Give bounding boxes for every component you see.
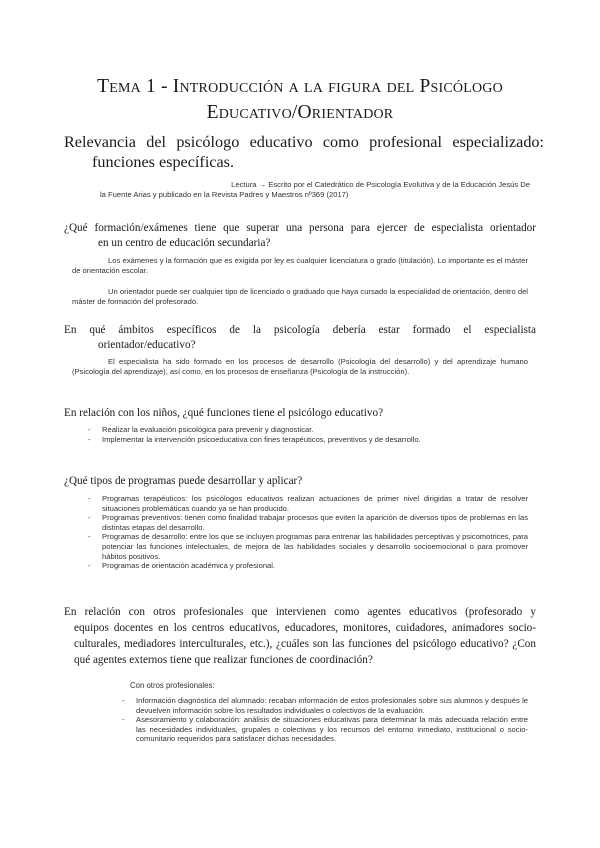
question-1 [64,221,536,251]
answer-5-list [122,696,528,744]
question-4-line: ¿Qué tipos de programas puede desarrollar y aplicar? [64,475,303,487]
list-item: - Programas de orientación académica y profesional. [88,561,528,571]
list-item: - Programas terapéuticos: los psicólogos educativos realizan actuaciones de primer nivel dirigidas a tratar de resolver situaciones problemáticas cuando ya se han producido. [88,494,528,513]
question-4 [64,474,536,489]
list-item: - Realizar la evaluación psicológica para prevenir y diagnosticar. [88,425,528,435]
question-3-line: En relación con los niños, ¿qué funciones tiene el psicólogo educativo? [64,407,384,419]
list-item: - Implementar la intervención psicoeducativa con fines terapéuticos, preventivos y de desarrollo. [88,435,528,445]
answer-1-paragraph-2: Un orientador puede ser cualquier tipo de licenciado o graduado que haya cursado la especialidad de orientación, dentro del máster de formación del profesorado. [72,287,528,306]
list-item: - Información diagnóstica del alumnado: recaban información de estos profesionales sobre sus alumnos y después le devuelven información sobre los resultados individuales o colectivos de la evaluación. [122,696,528,715]
reading-reference [70,180,530,200]
question-2-line-2: orientador/educativo? [98,339,196,351]
answer-1-paragraph-1: Los exámenes y la formación que es exigida por ley es cualquier licenciatura o grado (titulación). Lo importante es el máster de orientación escolar. [72,256,528,275]
section-subtitle [64,132,544,172]
reading-line-1: Lectura → Escrito por el Catedrático de Psicología Evolutiva y de la Educación Jesús De [231,180,530,189]
answer-3-list [88,425,528,444]
question-5-rest: equipos docentes en los centros educativos, educadores, monitores, cuidadores, animadores socio-culturales, mediadores interculturales, etc.), ¿cuáles son las funciones del psicólogo educativo? ¿Con qué agentes externos tiene que realizar funciones de coordinación? [74,622,536,666]
question-5-line-1: En relación con otros profesionales que intervienen como agentes educativos (profesorado y [64,606,536,618]
title-line-2: Educativo/Orientador [206,102,394,123]
subtitle-line-2: funciones específicas. [92,153,235,171]
reading-line-2: la Fuente Arias y publicado en la Revista Padres y Maestros nº369 (2017) [100,190,349,199]
title-line-1: Tema 1 - Introducción a la figura del Psicólogo [97,76,503,97]
subtitle-line-1: Relevancia del psicólogo educativo como profesional especializado: [64,133,544,151]
question-1-line-1: ¿Qué formación/exámenes tiene que superar una persona para ejercer de especialista orientador [64,222,536,234]
list-item: - Asesoramiento y colaboración: análisis de situaciones educativas para determinar la más adecuada relación entre las necesidades individuales, grupales o colectivas y los recursos del entorno inmediato, institucional o socio-comunitario requeridos para satisfacer dichas necesidades. [122,715,528,744]
question-2 [64,323,536,353]
answer-2-paragraph: El especialista ha sido formado en los procesos de desarrollo (Psicología del desarrollo) y del aprendizaje humano (Psicología del aprendizaje), así como, en los procesos de enseñanza (Psicología de la instrucción). [72,357,528,376]
other-professionals-label: Con otros profesionales: [130,681,215,690]
question-2-line-1: En qué ámbitos específicos de la psicología debería estar formado el especialista [64,324,536,336]
question-5 [64,604,536,668]
question-3 [64,406,536,421]
question-1-line-2: en un centro de educación secundaria? [98,237,271,249]
list-item: - Programas de desarrollo: entre los que se incluyen programas para entrenar las habilidades perceptivas y psicomotrices, para potenciar las funciones intelectuales, de mejora de las habilidades sociales y desarrollo socioemocional o para promover hábitos positivos. [88,532,528,561]
answer-4-list [88,494,528,571]
page-title [40,74,560,126]
list-item: - Programas preventivos: tienen como finalidad trabajar procesos que eviten la aparición de diversos tipos de problemas en las distintas etapas del desarrollo. [88,513,528,532]
